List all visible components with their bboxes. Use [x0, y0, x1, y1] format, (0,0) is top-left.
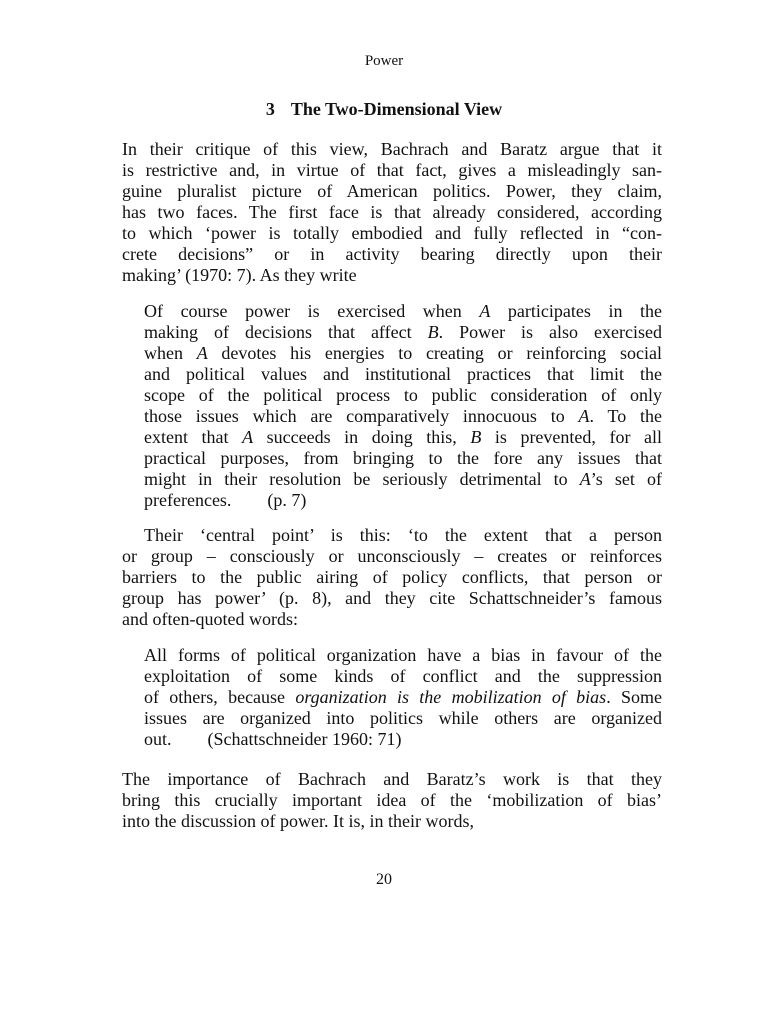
- text-line: practical purposes, from bringing to the fore any issues that: [144, 448, 662, 468]
- text-line: Of course power is exercised when A participates in the: [144, 301, 663, 321]
- section-heading: [0, 97, 768, 121]
- text-line: has two faces. The first face is that already considered, according: [122, 202, 662, 222]
- text-line: crete decisions” or in activity bearing directly upon their: [122, 244, 662, 264]
- text-line: scope of the political process to public consideration of only: [144, 385, 662, 405]
- text-line: into the discussion of power. It is, in their words,: [122, 811, 474, 831]
- running-head: Power: [364, 53, 404, 69]
- text-line: exploitation of some kinds of conflict and the suppression: [144, 666, 662, 686]
- text-line: barriers to the public airing of policy conflicts, that person or: [122, 567, 662, 587]
- text-line: when A devotes his energies to creating or reinforcing social: [144, 343, 662, 363]
- block-quote-schattschneider: [144, 645, 662, 750]
- text-line: or group – consciously or unconsciously – creates or reinforces: [122, 546, 662, 566]
- block-quote-bachrach-baratz: [144, 301, 662, 511]
- paragraph-critique: [122, 139, 662, 286]
- text-line: to which ‘power is totally embodied and fully reflected in “con-: [122, 223, 662, 243]
- text-line: making’ (1970: 7). As they write: [122, 265, 357, 285]
- text-line: In their critique of this view, Bachrach and Baratz argue that it: [122, 139, 662, 159]
- text-line: is restrictive and, in virtue of that fact, gives a misleadingly san-: [122, 160, 662, 180]
- text-line: might in their resolution be seriously detrimental to A’s set of: [144, 469, 663, 489]
- text-line: The importance of Bachrach and Baratz’s work is that they: [122, 769, 662, 789]
- text-line: guine pluralist picture of American politics. Power, they claim,: [122, 181, 662, 201]
- text-line: All forms of political organization have a bias in favour of the: [144, 645, 662, 665]
- text-line: preferences. (p. 7): [144, 490, 307, 510]
- text-line: and political values and institutional practices that limit the: [144, 364, 662, 384]
- text-line: of others, because organization is the mobilization of bias. Some: [144, 687, 662, 707]
- paragraph-central-point: [122, 525, 662, 630]
- text-line: those issues which are comparatively innocuous to A. To the: [144, 406, 662, 426]
- text-line: making of decisions that affect B. Power is also exercised: [144, 322, 663, 342]
- text-line: group has power’ (p. 8), and they cite Schattschneider’s famous: [122, 588, 662, 608]
- text-line: out. (Schattschneider 1960: 71): [144, 729, 402, 749]
- section-title: The Two-Dimensional View: [290, 99, 503, 119]
- text-line: extent that A succeeds in doing this, B is prevented, for all: [144, 427, 662, 447]
- text-line: bring this crucially important idea of the ‘mobilization of bias’: [122, 790, 662, 810]
- text-line: Their ‘central point’ is this: ‘to the extent that a person: [144, 525, 662, 545]
- section-number: 3: [265, 99, 275, 119]
- text-line: and often-quoted words:: [122, 609, 298, 629]
- paragraph-importance: [122, 769, 662, 832]
- text-line: issues are organized into politics while others are organized: [144, 708, 662, 728]
- page-number: 20: [376, 871, 392, 888]
